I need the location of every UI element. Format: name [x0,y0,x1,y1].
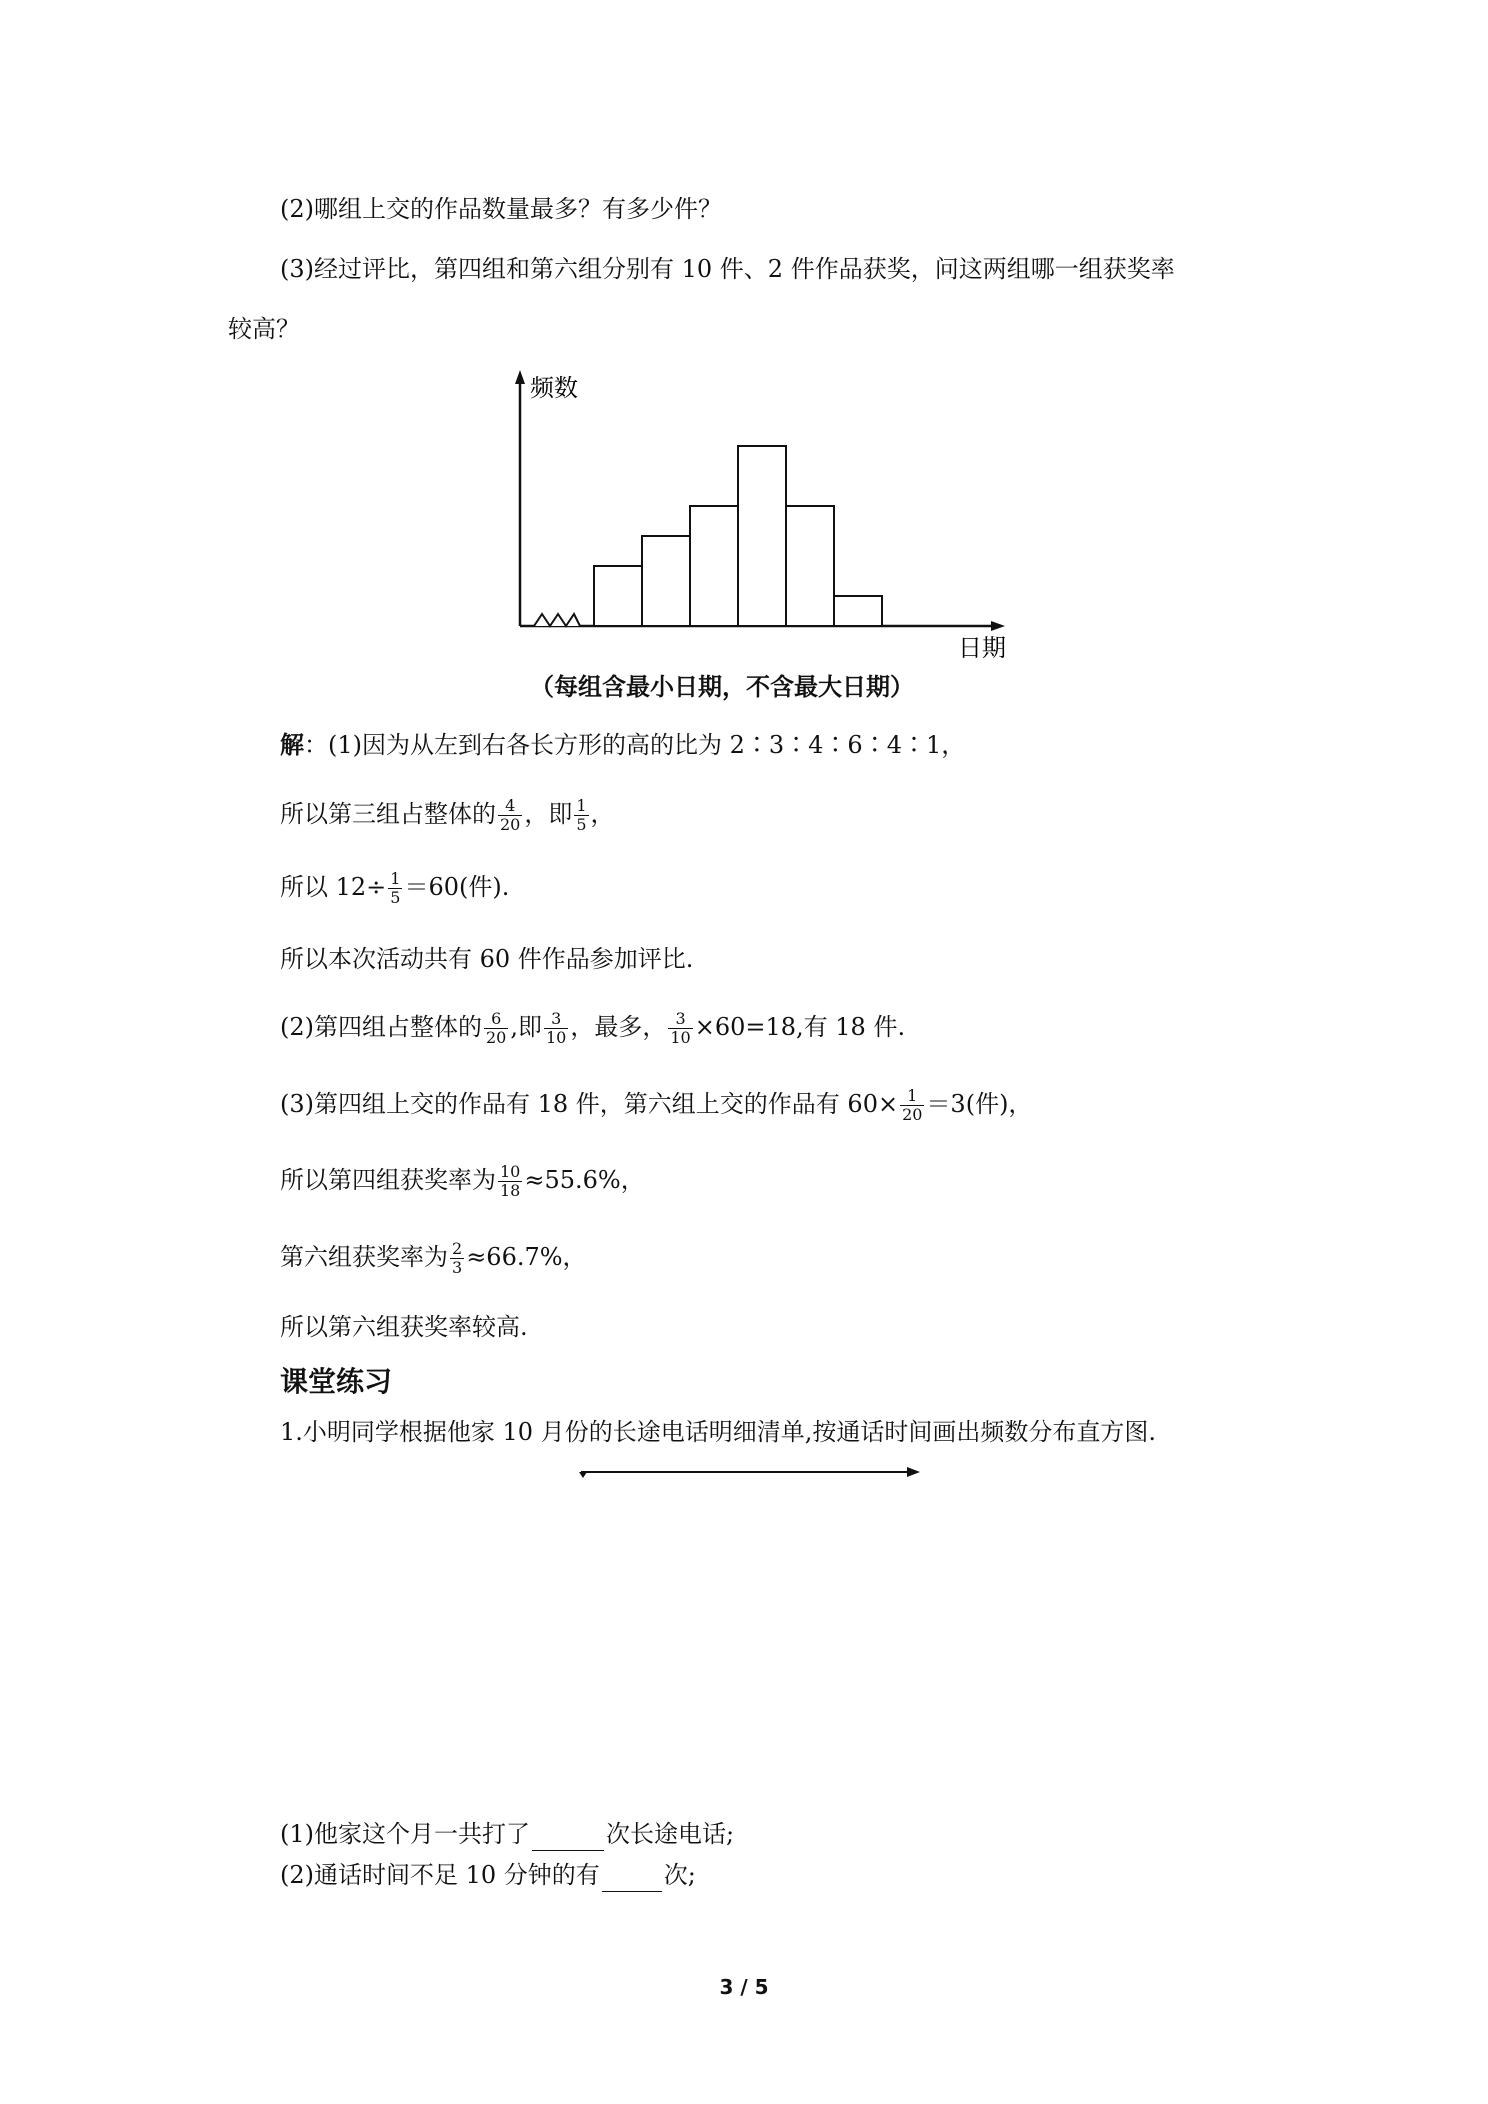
chart-caption: （每组含最小日期，不含最大日期） [530,672,914,701]
page-number: 3 / 5 [719,1975,769,1999]
solution-line-5: (2)第四组占整体的 $\frac{6}{20}$ ,即 $\frac{3}{10}$ ，最多， $\frac{3}{10}$ ×60=18,有 18 件. [280,1009,906,1047]
answer-blank[interactable] [532,1824,604,1851]
bar-1 [594,566,642,626]
solution-line-3: 所以 12÷ $\frac{1}{5}$ ＝60(件). [280,869,510,907]
bar-2 [642,536,690,626]
fraction: $\frac{2}{3}$ [452,1239,463,1277]
bar-3 [690,506,738,626]
fraction: $\frac{1}{5}$ [576,796,587,834]
fraction: $\frac{1}{5}$ [390,869,401,907]
solution-line-9: 所以第六组获奖率较高. [280,1313,528,1341]
bar-4 [738,446,786,626]
solution-line-6: (3)第四组上交的作品有 18 件，第六组上交的作品有 60× $\frac{1}{20}$ ＝3(件)， [280,1086,1033,1124]
question-3-line-2: 较高？ [228,315,300,343]
practice-question-1: 1.小明同学根据他家 10 月份的长途电话明细清单,按通话时间画出频数分布直方图. [280,1418,1156,1446]
y-axis-arrow [515,370,525,384]
x-axis-arrow [991,621,1005,631]
solution-label: 解 [280,730,304,759]
practice-subquestion-2: (2)通话时间不足 10 分钟的有 次; [280,1858,696,1892]
practice-subquestion-1: (1)他家这个月一共打了 次长途电话; [280,1817,734,1851]
fraction: $\frac{1}{20}$ [902,1086,923,1124]
x-axis-label: 日期 [958,634,1006,660]
solution-line-2: 所以第三组占整体的 $\frac{4}{20}$ ，即 $\frac{1}{5}$ ， [280,796,615,834]
fraction: $\frac{3}{10}$ [546,1009,567,1047]
fraction: $\frac{6}{20}$ [486,1009,507,1047]
axis-arrow-right [907,1467,920,1477]
fraction: $\frac{4}{20}$ [500,796,521,834]
partial-chart-axis [575,1462,925,1482]
solution-line-4: 所以本次活动共有 60 件作品参加评比. [280,945,694,973]
answer-blank[interactable] [602,1865,662,1892]
fraction: $\frac{10}{18}$ [500,1162,521,1200]
bar-5 [786,506,834,626]
bars [594,446,882,626]
axis-break-zigzag [520,614,580,626]
bar-6 [834,596,882,626]
solution-line-8: 第六组获奖率为 $\frac{2}{3}$ ≈66.7%， [280,1239,587,1277]
question-2: (2)哪组上交的作品数量最多？有多少件？ [280,195,722,223]
solution-line-1: 解：(1)因为从左到右各长方形的高的比为 2∶3∶4∶6∶4∶1， [280,730,966,759]
histogram-chart [500,360,1020,660]
question-3-line-1: (3)经过评比，第四组和第六组分别有 10 件、2 件作品获奖，问这两组哪一组获奖率 [280,255,1175,283]
y-axis-label: 频数 [530,374,578,402]
solution-line-7: 所以第四组获奖率为 $\frac{10}{18}$ ≈55.6%， [280,1162,645,1200]
section-heading: 课堂练习 [280,1365,393,1398]
fraction: $\frac{3}{10}$ [670,1009,691,1047]
